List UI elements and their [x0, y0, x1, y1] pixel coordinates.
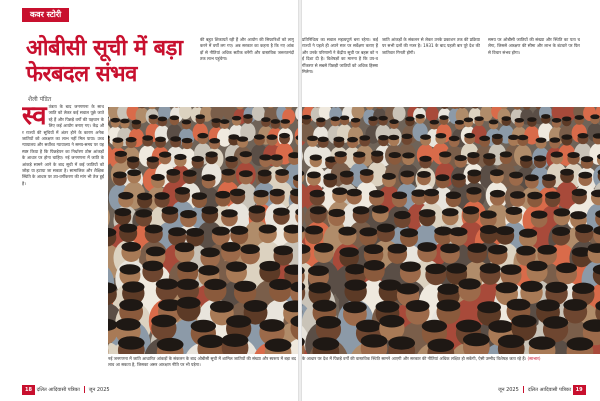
headline-line-1: ओबीसी सूची में बड़ा: [26, 36, 183, 61]
photo-caption-left: नई जनगणना में जाति आधारित आंकड़ों के संकलन के बाद ओबीसी सूची में शामिल जातियों की संख्या और स्वरूप में बड़ा बदलाव आ सकता है, जिसका असर आरक्षण नीति पर भी पड़ेगा।: [108, 356, 296, 368]
section-tag: कवर स्टोरी: [22, 8, 69, 22]
footer-left: [22, 385, 110, 395]
byline: शैली पंडित: [28, 96, 52, 103]
dropcap: स्व: [22, 104, 47, 131]
crowd-photo-left: [108, 107, 298, 354]
footer-magazine-left: दलित आदिवासी पत्रिका: [36, 387, 80, 393]
crowd-photo-right: [302, 107, 600, 354]
photo-caption-right: [302, 356, 542, 382]
page-number-left: 18: [22, 385, 35, 395]
footer-date-right: जून 2025: [498, 387, 519, 393]
article-column-4: जाति आंकड़ों के संकलन से लेकर उनके प्रकाशन तक की प्रक्रिया पर सभी दलों की नजर है। 1931 के बाद पहली बार पूरे देश की जातिवार गिनती होगी।: [382, 37, 480, 55]
article-column-3: प्रतिनिधित्व का सवाल महत्वपूर्ण बना रहेगा। कई राज्यों ने पहले ही अपने स्तर पर सर्वेक्षण कराए हैं और उनके परिणामों ने केंद्रीय सूची पर बहस को नई दिशा दी है। विशेषज्ञों का मानना है कि उप-वर्गीकरण से सबसे पिछड़ी जातियों को अधिक हिस्सा मिलेगा।: [302, 37, 378, 75]
caption-credit: (साभार): [527, 356, 541, 361]
footer-separator-right: [523, 386, 524, 393]
footer-right: [498, 385, 586, 395]
crowd-photo-left-image: [108, 107, 298, 354]
crowd-photo-right-image: [302, 107, 600, 354]
article-column-2: की बहुत शिकायतें रही हैं और आयोग की सिफारिशों को लागू करने में वर्षों लग गए। अब सरकार का कहना है कि नए आंकड़ों से नीतियां अधिक सटीक बनेंगी और वास्तविक जरूरतमंदों तक लाभ पहुंचेगा।: [200, 37, 294, 62]
headline: [26, 36, 222, 88]
footer-magazine-right: दलित आदिवासी पत्रिका: [527, 387, 572, 393]
page-number-right: 19: [573, 385, 586, 395]
article-column-5: समय पर ओबीसी जातियों की संख्या और स्थिति का पता चलेगा, जिससे आरक्षण की सीमा और लाभ के बंटवारे पर फिर से विचार संभव होगा।: [488, 37, 580, 55]
article-column-1-text: तंत्रता के बाद जनगणना के साथ जाति को लेकर कई सवाल पूछे जाते रहे हैं और पिछड़े वर्गों की पहचान के लिए कई आयोग बनाए गए। केंद्र और राज्यों की सूचियों में अंतर होने के कारण अनेक जातियों को आरक्षण का लाभ नहीं मिल पाया। उच्च न्यायालय और सर्वोच्च न्यायालय ने समय-समय पर यह स्पष्ट किया है कि पिछड़ेपन का निर्धारण ठोस आंकड़ों के आधार पर होना चाहिए। नई जनगणना में जाति के आंकड़े सामने आने के बाद सूची में कई जातियों को जोड़ा या हटाया जा सकता है। सामाजिक और शैक्षिक स्थिति के आधार पर उप-वर्गीकरण की मांग भी तेज हुई है।: [22, 104, 104, 186]
left-page: [0, 0, 298, 401]
photo-caption-right-text: के आधार पर देश में पिछड़े वर्गों की वास्तविक स्थिति सामने आएगी और सरकार की नीतियां अधिक लक्षित हो सकेंगी, ऐसी उम्मीद विशेषज्ञ जता रहे हैं।: [302, 356, 527, 361]
right-page: [302, 0, 600, 401]
footer-separator: [84, 386, 85, 393]
article-column-1: [22, 104, 104, 380]
headline-line-2: फेरबदल संभव: [26, 62, 137, 87]
footer-date-left: जून 2025: [88, 387, 110, 393]
